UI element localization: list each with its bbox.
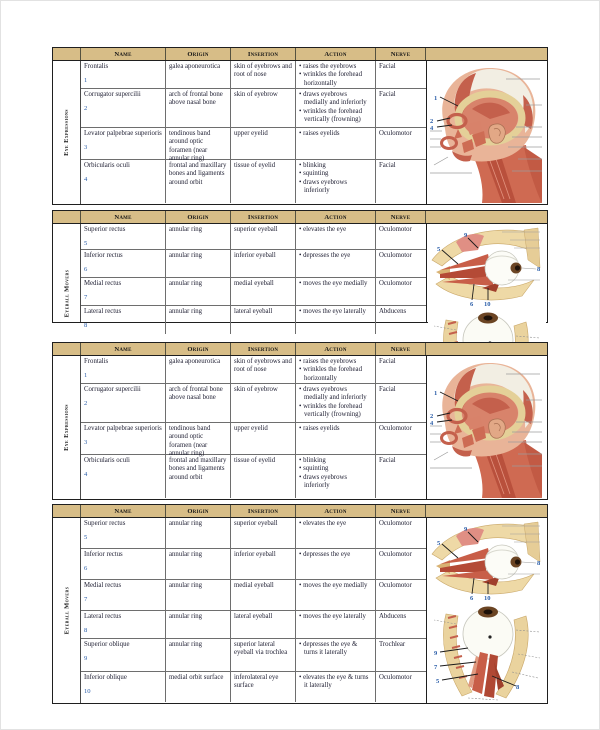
group-label: Eyeball Movers [63,586,71,635]
rows [81,224,426,330]
table-header [53,505,547,518]
name-cell [81,160,166,203]
name-cell [81,128,166,159]
origin-cell: tendinous band around optic foramen (near annular ring) [166,128,231,159]
muscle-number: 2 [84,105,88,113]
col-header-insertion: Insertion [231,48,296,60]
eye-lateral-illustration [428,224,546,308]
action-item: • elevates the eye & turns it laterally [299,674,372,691]
group-label-cell [53,224,81,322]
head-lateral-illustration [428,61,546,203]
muscle-name: Inferior rectus [84,252,123,259]
table-header [53,343,547,356]
muscle-name: Inferior rectus [84,551,123,558]
muscle-number: 10 [84,688,91,696]
insertion-cell: superior eyeball [231,224,296,249]
action-list [296,306,376,334]
nerve-cell: Abducens [379,308,407,315]
insertion-cell: upper eyelid [231,423,296,454]
origin-cell: arch of frontal bone above nasal bone [166,89,231,127]
insertion-cell: skin of eyebrows and root of nose [231,61,296,88]
origin-cell: annular ring [166,518,231,548]
group-label-cell [53,518,81,703]
muscle-name: Orbicularis oculi [84,457,130,464]
origin-cell: annular ring [166,611,231,638]
eye-superior-illustration [428,602,546,702]
muscle-name: Inferior oblique [84,674,127,681]
insertion-cell: upper eyelid [231,128,296,159]
nerve-cell: Facial [379,358,396,365]
col-header-name: Name [81,48,166,60]
col-header-origin: Origin [166,505,231,517]
origin-cell: annular ring [166,278,231,305]
table-row [81,250,426,278]
insertion-cell: superior lateral eyeball via trochlea [231,639,296,671]
muscle-number: 1 [84,372,88,380]
action-list [296,672,376,702]
muscle-name: Frontalis [84,358,109,365]
muscle-number: 2 [84,400,88,408]
nerve-cell: Facial [379,91,396,98]
muscle-number: 1 [84,77,88,85]
action-list [296,423,376,454]
col-header-action: Action [296,343,376,355]
name-cell [81,611,166,638]
muscle-name: Lateral rectus [84,308,122,315]
action-list [296,356,376,383]
rows [81,356,426,499]
nerve-cell: Abducens [379,613,407,620]
action-item: • elevates the eye [299,520,372,528]
origin-cell: annular ring [166,306,231,334]
action-item: • raises eyelids [299,130,372,138]
insertion-cell: inferior eyeball [231,549,296,579]
eyeball-movers-table-1 [52,210,548,330]
action-list [296,580,376,610]
insertion-cell: skin of eyebrow [231,89,296,127]
origin-cell: arch of frontal bone above nasal bone [166,384,231,422]
insertion-cell: medial eyeball [231,580,296,610]
insertion-cell: tissue of eyelid [231,160,296,203]
insertion-cell: superior eyeball [231,518,296,548]
action-item: • moves the eye medially [299,582,372,590]
col-header-nerve: Nerve [376,505,426,517]
muscle-name: Superior oblique [84,641,130,648]
name-cell [81,306,166,334]
table-row [81,672,426,702]
nerve-cell: Facial [379,162,396,169]
col-header-insertion: Insertion [231,343,296,355]
illustration-header-cell [426,505,547,517]
name-cell [81,61,166,88]
col-header-nerve: Nerve [376,211,426,223]
insertion-cell: skin of eyebrow [231,384,296,422]
origin-cell: galea aponeurotica [166,356,231,383]
action-item: • elevates the eye [299,226,372,234]
name-cell [81,384,166,422]
eye-lateral-illustration [428,518,546,602]
table-row [81,278,426,306]
insertion-cell: inferior eyeball [231,250,296,277]
eyeball-movers-table-2 [52,504,548,704]
muscle-name: Superior rectus [84,520,126,527]
table-row [81,611,426,639]
origin-cell: annular ring [166,224,231,249]
head-muscles-illustration [426,61,547,204]
table-row [81,89,426,128]
table-row [81,384,426,423]
name-cell [81,580,166,610]
eye-muscles-illustration [426,224,547,322]
table-header [53,48,547,61]
eye-muscles-illustration [426,518,547,703]
insertion-cell: lateral eyeball [231,611,296,638]
illustration-header-cell [426,48,547,60]
action-item: • moves the eye laterally [299,613,372,621]
nerve-cell: Oculomotor [379,130,412,137]
action-item: • depresses the eye [299,551,372,559]
nerve-cell: Oculomotor [379,674,412,681]
group-label-cell [53,356,81,499]
eye-expressions-table-2 [52,342,548,500]
table-row [81,160,426,203]
table-row [81,423,426,458]
action-item: • depresses the eye & turns it laterally [299,641,372,658]
table-row [81,224,426,250]
illustration-header-cell [426,211,547,223]
action-list [296,160,376,203]
group-label: Eye Expressions [63,404,70,451]
action-item: • blinking [299,457,372,465]
col-header-action: Action [296,505,376,517]
insertion-cell: tissue of eyelid [231,455,296,498]
action-item: • draws eyebrows medially and inferiorly [299,386,372,403]
action-item: • draws eyebrows inferiorly [299,474,372,491]
action-item: • wrinkles the forehead horizontally [299,71,372,88]
action-item: • blinking [299,162,372,170]
name-cell [81,356,166,383]
head-muscles-illustration [426,356,547,499]
muscle-number: 9 [84,655,88,663]
action-item: • moves the eye medially [299,280,372,288]
action-item: • wrinkles the forehead vertically (frowning) [299,403,372,420]
col-header-nerve: Nerve [376,48,426,60]
nerve-cell: Oculomotor [379,226,412,233]
muscle-name: Superior rectus [84,226,126,233]
name-cell [81,455,166,498]
name-cell [81,250,166,277]
origin-cell: annular ring [166,639,231,671]
col-header-insertion: Insertion [231,505,296,517]
origin-cell: tendinous band around optic foramen (near annular ring) [166,423,231,454]
col-header-name: Name [81,343,166,355]
col-header-origin: Origin [166,48,231,60]
muscle-name: Frontalis [84,63,109,70]
action-list [296,611,376,638]
col-header-name: Name [81,505,166,517]
muscle-name: Corrugator supercilii [84,386,141,393]
group-header-cell [53,505,81,517]
name-cell [81,423,166,454]
action-list [296,518,376,548]
muscle-name: Medial rectus [84,280,122,287]
table-row [81,518,426,549]
muscle-number: 4 [84,176,88,184]
nerve-cell: Oculomotor [379,280,412,287]
nerve-cell: Oculomotor [379,582,412,589]
action-item: • raises the eyebrows [299,63,372,71]
action-list [296,384,376,422]
group-label-cell [53,61,81,204]
name-cell [81,278,166,305]
muscle-number: 5 [84,240,88,248]
muscle-number: 3 [84,439,88,447]
action-item: • raises eyelids [299,425,372,433]
col-header-insertion: Insertion [231,211,296,223]
group-label: Eye Expressions [63,109,70,156]
muscle-name: Levator palpebrae superioris [84,130,162,137]
table-row [81,549,426,580]
nerve-cell: Oculomotor [379,551,412,558]
muscle-number: 6 [84,565,88,573]
table-row [81,639,426,672]
insertion-cell: skin of eyebrows and root of nose [231,356,296,383]
group-header-cell [53,211,81,223]
muscle-name: Corrugator supercilii [84,91,141,98]
table-header [53,211,547,224]
origin-cell: frontal and maxillary bones and ligaments around orbit [166,160,231,203]
action-list [296,455,376,498]
muscle-name: Levator palpebrae superioris [84,425,162,432]
nerve-cell: Oculomotor [379,520,412,527]
origin-cell: annular ring [166,250,231,277]
nerve-cell: Oculomotor [379,425,412,432]
action-item: • depresses the eye [299,252,372,260]
rows [81,518,426,703]
origin-cell: galea aponeurotica [166,61,231,88]
origin-cell: frontal and maxillary bones and ligaments around orbit [166,455,231,498]
col-header-name: Name [81,211,166,223]
action-list [296,639,376,671]
muscle-number: 3 [84,144,88,152]
action-item: • moves the eye laterally [299,308,372,316]
col-header-origin: Origin [166,343,231,355]
name-cell [81,639,166,671]
muscle-number: 8 [84,627,88,635]
action-item: • squinting [299,170,372,178]
action-item: • wrinkles the forehead vertically (frowning) [299,108,372,125]
origin-cell: annular ring [166,580,231,610]
action-list [296,128,376,159]
col-header-action: Action [296,48,376,60]
origin-cell: annular ring [166,549,231,579]
nerve-cell: Trochlear [379,641,406,648]
nerve-cell: Facial [379,386,396,393]
name-cell [81,672,166,702]
col-header-nerve: Nerve [376,343,426,355]
action-list [296,278,376,305]
name-cell [81,549,166,579]
insertion-cell: inferolateral eye surface [231,672,296,702]
table-row [81,61,426,89]
insertion-cell: lateral eyeball [231,306,296,334]
action-list [296,549,376,579]
name-cell [81,518,166,548]
table-row [81,128,426,163]
group-label: Eyeball Movers [63,269,71,317]
group-header-cell [53,48,81,60]
origin-cell: medial orbit surface [166,672,231,702]
action-list [296,250,376,277]
action-item: • squinting [299,465,372,473]
nerve-cell: Facial [379,63,396,70]
table-row [81,580,426,611]
table-row [81,306,426,334]
action-list [296,89,376,127]
nerve-cell: Facial [379,457,396,464]
action-item: • raises the eyebrows [299,358,372,366]
muscle-number: 6 [84,266,88,274]
rows [81,61,426,204]
muscle-number: 7 [84,294,88,302]
action-list [296,61,376,88]
action-item: • draws eyebrows inferiorly [299,179,372,196]
action-item: • draws eyebrows medially and inferiorly [299,91,372,108]
group-header-cell [53,343,81,355]
muscle-name: Orbicularis oculi [84,162,130,169]
muscle-number: 8 [84,322,88,330]
eye-expressions-table-1 [52,47,548,205]
illustration-header-cell [426,343,547,355]
name-cell [81,89,166,127]
muscle-name: Lateral rectus [84,613,122,620]
muscle-number: 5 [84,534,88,542]
head-lateral-illustration [428,356,546,498]
muscle-number: 4 [84,471,88,479]
table-row [81,455,426,498]
muscle-name: Medial rectus [84,582,122,589]
action-list [296,224,376,249]
insertion-cell: medial eyeball [231,278,296,305]
action-item: • wrinkles the forehead horizontally [299,366,372,383]
name-cell [81,224,166,249]
col-header-action: Action [296,211,376,223]
table-row [81,356,426,384]
col-header-origin: Origin [166,211,231,223]
muscle-number: 7 [84,596,88,604]
nerve-cell: Oculomotor [379,252,412,259]
